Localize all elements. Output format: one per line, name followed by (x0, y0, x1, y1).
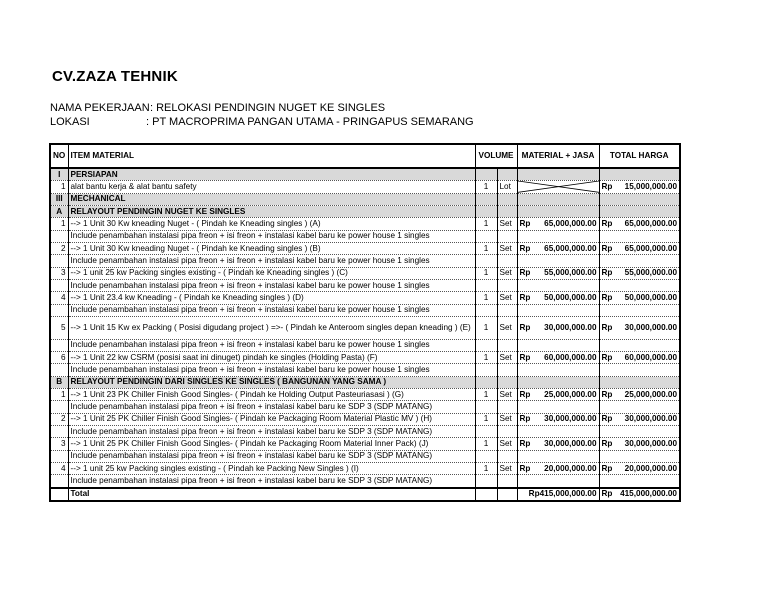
include-row (50, 230, 680, 242)
include-note: Include penambahan instalasi pipa freon + isi freon + instalasi kabel baru ke power house 1 singles (68, 304, 475, 316)
row-no: 3 (50, 267, 68, 279)
table-row (50, 351, 680, 363)
row-unit: Set (497, 218, 517, 230)
row-material (517, 243, 599, 255)
section-row (50, 206, 680, 218)
row-no: 3 (50, 438, 68, 450)
currency: Rp (601, 268, 613, 278)
row-volume: 1 (475, 438, 497, 450)
currency: Rp (601, 322, 613, 332)
row-unit: Set (497, 243, 517, 255)
amount: 65,000,000.00 (624, 219, 677, 229)
row-total (599, 413, 680, 425)
row-total (599, 267, 680, 279)
include-note: Include penambahan instalasi pipa freon + isi freon + instalasi kabel baru ke power house 1 singles (68, 255, 475, 267)
amount: 60,000,000.00 (624, 352, 677, 362)
currency: Rp (519, 322, 531, 332)
total-material: Rp415,000,000.00 (517, 488, 599, 501)
currency: Rp (519, 439, 531, 449)
include-row (50, 401, 680, 413)
header-item: ITEM MATERIAL (68, 144, 475, 168)
amount: 65,000,000.00 (544, 243, 597, 253)
section-row (50, 168, 680, 181)
row-material (517, 463, 599, 475)
cross-mark-icon (518, 181, 599, 192)
header-row (50, 144, 680, 168)
amount: 15,000,000.00 (624, 182, 677, 192)
row-no: 1 (50, 389, 68, 401)
include-note: Include penambahan instalasi pipa freon + isi freon + instalasi kabel baru ke power house 1 singles (68, 364, 475, 376)
row-no: 1 (50, 218, 68, 230)
amount: 65,000,000.00 (624, 243, 677, 253)
row-total (599, 243, 680, 255)
row-no: 2 (50, 413, 68, 425)
amount: 415,000,000.00 (620, 489, 677, 499)
row-item: --> 1 Unit 30 Kw kneading Nuget - ( Pindah ke Kneading singles ) (A) (68, 218, 475, 230)
currency: Rp (519, 389, 531, 399)
amount: 65,000,000.00 (544, 219, 597, 229)
row-no: 4 (50, 463, 68, 475)
location-key: LOKASI (50, 116, 90, 128)
section-label: PERSIAPAN (68, 168, 475, 181)
include-note: Include penambahan instalasi pipa freon + isi freon + instalasi kabel baru ke power house 1 singles (68, 230, 475, 242)
row-material (517, 218, 599, 230)
row-total (599, 292, 680, 304)
location-value: : PT MACROPRIMA PANGAN UTAMA - PRINGAPUS SEMARANG (146, 116, 474, 128)
amount: 55,000,000.00 (624, 268, 677, 278)
row-volume: 1 (475, 292, 497, 304)
include-note: Include penambahan instalasi pipa freon + isi freon + instalasi kabel baru ke SDP 3 (SDP MATANG) (68, 426, 475, 438)
amount: 25,000,000.00 (624, 389, 677, 399)
currency: Rp (601, 243, 613, 253)
boq-table (49, 143, 681, 502)
crossed-cell (517, 181, 599, 193)
job-line (50, 102, 385, 114)
row-volume: 1 (475, 267, 497, 279)
row-no: 4 (50, 292, 68, 304)
section-no: B (50, 376, 68, 388)
include-row (50, 304, 680, 316)
row-total (599, 389, 680, 401)
section-row (50, 376, 680, 388)
currency: Rp (519, 293, 531, 303)
company-name: CV.ZAZA TEHNIK (52, 68, 178, 85)
currency: Rp (519, 414, 531, 424)
row-material (517, 292, 599, 304)
amount: 30,000,000.00 (544, 414, 597, 424)
row-material (517, 351, 599, 363)
include-row (50, 364, 680, 376)
section-no: I (50, 168, 68, 181)
row-item: --> 1 unit 25 kw Packing singles existing - ( Pindah ke Kneading singles ) (C) (68, 267, 475, 279)
row-material (517, 438, 599, 450)
row-material (517, 267, 599, 279)
row-item: --> 1 Unit 30 Kw kneading Nuget - ( Pindah ke Kneading singles ) (B) (68, 243, 475, 255)
currency: Rp (601, 182, 613, 192)
amount: 20,000,000.00 (624, 463, 677, 473)
total-row (50, 488, 680, 501)
section-no: A (50, 206, 68, 218)
row-no: 2 (50, 243, 68, 255)
row-volume: 1 (475, 181, 497, 193)
row-volume: 1 (475, 463, 497, 475)
row-total (599, 438, 680, 450)
currency: Rp (601, 463, 613, 473)
amount: 50,000,000.00 (544, 293, 597, 303)
row-material (517, 413, 599, 425)
row-unit: Set (497, 267, 517, 279)
section-row (50, 193, 680, 205)
amount: 20,000,000.00 (544, 463, 597, 473)
currency: Rp (519, 268, 531, 278)
include-note: Include penambahan instalasi pipa freon + isi freon + instalasi kabel baru ke SDP 3 (SDP MATANG) (68, 450, 475, 462)
table-row (50, 292, 680, 304)
row-unit: Set (497, 351, 517, 363)
amount: 50,000,000.00 (624, 293, 677, 303)
total-label: Total (68, 488, 475, 501)
amount: 30,000,000.00 (544, 322, 597, 332)
table-row (50, 181, 680, 193)
row-unit: Set (497, 438, 517, 450)
currency: Rp (519, 463, 531, 473)
row-total (599, 351, 680, 363)
row-total (599, 218, 680, 230)
include-note: Include penambahan instalasi pipa freon + isi freon + instalasi kabel baru ke SDP 3 (SDP MATANG) (68, 401, 475, 413)
amount: 30,000,000.00 (544, 439, 597, 449)
row-volume: 1 (475, 243, 497, 255)
table-row (50, 267, 680, 279)
header-total: TOTAL HARGA (599, 144, 680, 168)
section-no: III (50, 193, 68, 205)
row-no: 5 (50, 317, 68, 340)
table-row (50, 317, 680, 340)
table-row (50, 438, 680, 450)
currency: Rp (601, 489, 613, 499)
row-item: --> 1 Unit 25 PK Chiller Finish Good Singles- ( Pindah ke Packaging Room Material Inner Pack) (J) (68, 438, 475, 450)
row-item: --> 1 Unit 22 kw CSRM (posisi saat ini dinuget) pindah ke singles (Holding Pasta) (F) (68, 351, 475, 363)
currency: Rp (519, 243, 531, 253)
table-row (50, 243, 680, 255)
row-total (599, 463, 680, 475)
header-material: MATERIAL + JASA (517, 144, 599, 168)
table-row (50, 463, 680, 475)
table-row (50, 413, 680, 425)
row-unit: Set (497, 463, 517, 475)
include-row (50, 280, 680, 292)
row-unit: Set (497, 389, 517, 401)
include-row (50, 426, 680, 438)
row-volume: 1 (475, 389, 497, 401)
include-row (50, 339, 680, 351)
header-volume: VOLUME (475, 144, 517, 168)
currency: Rp (601, 414, 613, 424)
row-item: --> 1 Unit 15 Kw ex Packing ( Posisi digudang project ) =>- ( Pindah ke Anteroom singles depan kneading ) (E) (68, 317, 475, 340)
row-item: --> 1 Unit 23 PK Chiller Finish Good Singles- ( Pindah ke Holding Output Pasteuriasasi ) (G) (68, 389, 475, 401)
currency: Rp (601, 219, 613, 229)
row-total (599, 317, 680, 340)
include-note: Include penambahan instalasi pipa freon + isi freon + instalasi kabel baru ke power house 1 singles (68, 280, 475, 292)
row-item: alat bantu kerja & alat bantu safety (68, 181, 475, 193)
row-volume: 1 (475, 218, 497, 230)
job-value: : RELOKASI PENDINGIN NUGET KE SINGLES (150, 102, 386, 114)
currency: Rp (519, 219, 531, 229)
amount: 55,000,000.00 (544, 268, 597, 278)
amount: 30,000,000.00 (624, 322, 677, 332)
include-note: Include penambahan instalasi pipa freon + isi freon + instalasi kabel baru ke power house 1 singles (68, 339, 475, 351)
location-line (50, 116, 474, 128)
include-row (50, 475, 680, 488)
currency: Rp (601, 439, 613, 449)
include-note: Include penambahan instalasi pipa freon + isi freon + instalasi kabel baru ke SDP 3 (SDP MATANG) (68, 475, 475, 488)
table-row (50, 218, 680, 230)
row-no: 1 (50, 181, 68, 193)
table-row (50, 389, 680, 401)
row-unit: Lot (497, 181, 517, 193)
row-total (599, 181, 680, 193)
amount: 30,000,000.00 (624, 439, 677, 449)
row-material (517, 317, 599, 340)
currency: Rp (601, 389, 613, 399)
job-key: NAMA PEKERJAAN (50, 102, 150, 114)
header-no: NO (50, 144, 68, 168)
amount: 25,000,000.00 (544, 389, 597, 399)
total-amount (599, 488, 680, 501)
row-unit: Set (497, 413, 517, 425)
row-unit: Set (497, 292, 517, 304)
row-item: --> 1 unit 25 kw Packing singles existing - ( Pindah ke Packing New Singles ) (I) (68, 463, 475, 475)
row-item: --> 1 Unit 23.4 kw Kneading - ( Pindah ke Kneading singles ) (D) (68, 292, 475, 304)
row-material (517, 389, 599, 401)
include-row (50, 450, 680, 462)
currency: Rp (601, 352, 613, 362)
currency: Rp (601, 293, 613, 303)
row-volume: 1 (475, 317, 497, 340)
section-label: MECHANICAL (68, 193, 475, 205)
row-item: --> 1 Unit 25 PK Chiller Finish Good Singles- ( Pindah ke Packaging Room Material Plastic MV ) (H) (68, 413, 475, 425)
row-volume: 1 (475, 351, 497, 363)
row-no: 6 (50, 351, 68, 363)
row-volume: 1 (475, 413, 497, 425)
amount: 30,000,000.00 (624, 414, 677, 424)
row-unit: Set (497, 317, 517, 340)
currency: Rp (519, 352, 531, 362)
amount: 60,000,000.00 (544, 352, 597, 362)
section-label: RELAYOUT PENDINGIN NUGET KE SINGLES (68, 206, 475, 218)
section-label: RELAYOUT PENDINGIN DARI SINGLES KE SINGLES ( BANGUNAN YANG SAMA ) (68, 376, 475, 388)
include-row (50, 255, 680, 267)
